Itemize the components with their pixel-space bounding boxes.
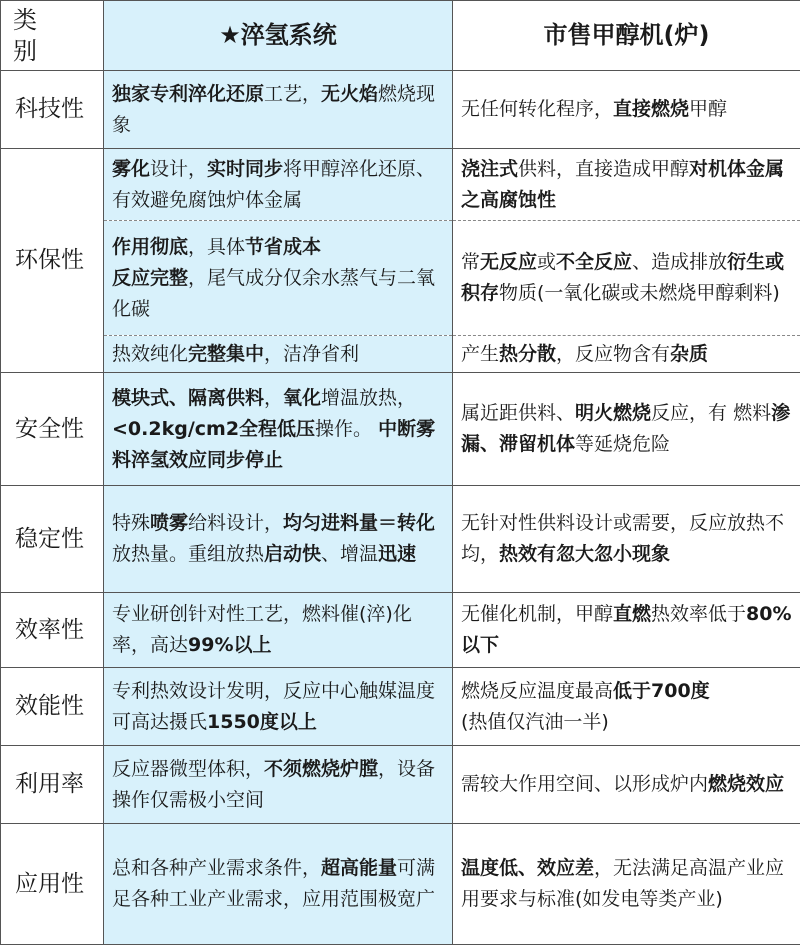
text: 属近距供料、 <box>461 402 575 424</box>
text: 、增温 <box>321 543 378 565</box>
row-category: 科技性 <box>1 71 104 149</box>
text-bold: 无反应 <box>480 251 537 273</box>
text-bold: 浇注式 <box>461 158 518 180</box>
row-category: 利用率 <box>1 746 104 824</box>
text: 产生 <box>461 343 499 365</box>
row-category: 效率性 <box>1 593 104 668</box>
text: 、造成排放 <box>632 251 727 273</box>
cell-a <box>104 824 453 945</box>
text-bold: 不全反应 <box>556 251 632 273</box>
text: 无针对性供料设计或需要，反应放热不均， <box>461 512 784 565</box>
text: 特殊 <box>112 512 150 534</box>
cell-b <box>453 746 800 824</box>
cell-b <box>453 486 800 593</box>
header-col-a: ★淬氢系统 <box>104 1 453 71</box>
text-bold: 中断雾料淬氢效应同步停止 <box>112 418 435 471</box>
text: 给料设计， <box>188 512 283 534</box>
text: 常 <box>461 251 480 273</box>
text: ，具体 <box>188 236 245 258</box>
row-utilization <box>1 746 800 824</box>
text: 工艺， <box>264 83 321 105</box>
row-env-1 <box>1 149 800 221</box>
cell-a <box>104 71 453 149</box>
text-bold: 燃烧效应 <box>708 773 784 795</box>
text: ，设备操作仅需极小空间 <box>112 758 435 811</box>
text-bold: 完整集中 <box>188 343 264 365</box>
cell-b <box>453 336 800 373</box>
cell-a <box>104 336 453 373</box>
text: 或 <box>537 251 556 273</box>
text-bold: 1550度以上 <box>207 711 317 733</box>
cell-b <box>453 149 800 221</box>
text-bold: 不须燃烧炉膛 <box>264 758 378 780</box>
cell-b <box>453 71 800 149</box>
row-env-3 <box>1 336 800 373</box>
text: 设计， <box>150 158 207 180</box>
row-category: 稳定性 <box>1 486 104 593</box>
text: ，洁净省利 <box>264 343 359 365</box>
text: 放热量。重组放热 <box>112 543 264 565</box>
cell-a <box>104 149 453 221</box>
text: ，反应物含有 <box>556 343 670 365</box>
row-category: 环保性 <box>1 149 104 373</box>
text: 无催化机制，甲醇 <box>461 603 613 625</box>
text: 总和各种产业需求条件， <box>112 857 321 879</box>
header-row <box>1 1 800 71</box>
text: 热效率低于 <box>651 603 746 625</box>
text-bold: 实时同步 <box>207 158 283 180</box>
text-bold: 迅速 <box>378 543 416 565</box>
row-efficiency <box>1 593 800 668</box>
row-category: 安全性 <box>1 373 104 486</box>
text-bold: 直燃 <box>613 603 651 625</box>
text-bold: 对机体金属之高腐蚀性 <box>461 158 784 211</box>
cell-a <box>104 486 453 593</box>
text: 热效纯化 <box>112 343 188 365</box>
text-bold: 热分散 <box>499 343 556 365</box>
cell-a <box>104 746 453 824</box>
text: ，尾气成分仅余水蒸气与二氧化碳 <box>112 267 435 320</box>
cell-b <box>453 373 800 486</box>
text-bold: 80%以下 <box>461 603 792 656</box>
text-bold: 直接燃烧 <box>613 98 689 120</box>
cell-a <box>104 221 453 336</box>
text-bold: 均匀进料量＝转化 <box>283 512 435 534</box>
text-bold: <0.2kg/cm2全程低压 <box>112 418 315 440</box>
text: 供料，直接造成甲醇 <box>518 158 689 180</box>
text-bold: 杂质 <box>670 343 708 365</box>
text-bold: 启动快 <box>264 543 321 565</box>
text-bold: 节省成本 <box>245 236 321 258</box>
text-bold: 低于700度 <box>613 680 710 702</box>
text: 反应，有 燃料 <box>651 402 771 424</box>
text-bold: 作用彻底 <box>112 236 188 258</box>
text-bold: 衍生或积存 <box>461 251 784 304</box>
text-bold: 独家专利淬化还原 <box>112 83 264 105</box>
row-category: 效能性 <box>1 668 104 746</box>
text: (热值仅汽油一半) <box>461 711 609 733</box>
cell-a <box>104 668 453 746</box>
text-bold: 渗漏、滞留机体 <box>461 402 790 455</box>
cell-a <box>104 373 453 486</box>
text: ， <box>264 387 283 409</box>
header-col-b: 市售甲醇机(炉) <box>453 1 800 71</box>
text: 无任何转化程序， <box>461 98 613 120</box>
text: 物质(一氧化碳或未燃烧甲醇剩料) <box>499 282 780 304</box>
cell-b <box>453 824 800 945</box>
text: 增温放热， <box>321 387 416 409</box>
text: ，无法满足高温产业应用要求与标准(如发电等类产业) <box>461 857 784 910</box>
text-bold: 热效有忽大忽小现象 <box>499 543 670 565</box>
text-bold: 明火燃烧 <box>575 402 651 424</box>
row-stability <box>1 486 800 593</box>
text-bold: 温度低、效应差 <box>461 857 594 879</box>
text: 可满足各种工业产业需求，应用范围极宽广 <box>112 857 435 910</box>
row-category: 应用性 <box>1 824 104 945</box>
text: 反应器微型体积， <box>112 758 264 780</box>
cell-b <box>453 668 800 746</box>
header-category: 类 别 <box>1 1 104 71</box>
text-bold: 无火焰 <box>321 83 378 105</box>
text: 甲醇 <box>689 98 727 120</box>
text: 专业研创针对性工艺，燃料催(淬)化率，高达 <box>112 603 412 656</box>
text: 等延烧危险 <box>575 433 670 455</box>
row-safety <box>1 373 800 486</box>
text-bold: 超高能量 <box>321 857 397 879</box>
text: 燃烧现象 <box>112 83 435 136</box>
text-bold: 雾化 <box>112 158 150 180</box>
cell-b <box>453 593 800 668</box>
row-tech <box>1 71 800 149</box>
text-bold: 模块式、隔离供料 <box>112 387 264 409</box>
text: 燃烧反应温度最高 <box>461 680 613 702</box>
cell-b <box>453 221 800 336</box>
row-application <box>1 824 800 945</box>
text: 将甲醇淬化还原、有效避免腐蚀炉体金属 <box>112 158 435 211</box>
text-bold: 99%以上 <box>188 634 271 656</box>
row-energy <box>1 668 800 746</box>
text: 操作。 <box>315 418 378 440</box>
cell-a <box>104 593 453 668</box>
text-bold: 喷雾 <box>150 512 188 534</box>
text-bold: 反应完整 <box>112 267 188 289</box>
text: 需较大作用空间、以形成炉内 <box>461 773 708 795</box>
text-bold: 氧化 <box>283 387 321 409</box>
text: 专利热效设计发明，反应中心触媒温度可高达摄氏 <box>112 680 435 733</box>
row-env-2 <box>1 221 800 336</box>
